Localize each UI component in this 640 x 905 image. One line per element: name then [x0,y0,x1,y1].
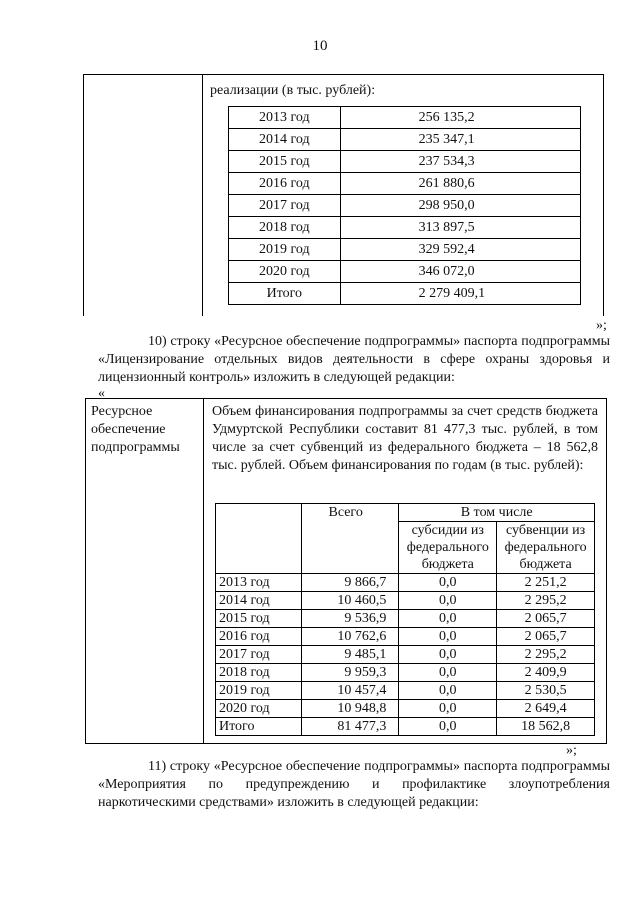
financing-subsidies: 0,0 [399,646,497,664]
financing-subventions: 2 530,5 [497,682,595,700]
financing-subsidies: 0,0 [399,718,497,736]
page-number: 10 [312,38,328,54]
yearly-row [229,195,581,217]
financing-subsidies: 0,0 [399,610,497,628]
yearly-row-year: 2019 год [229,239,341,261]
financing-year: 2020 год [216,700,302,718]
yearly-row-value: 313 897,5 [340,217,580,239]
yearly-row-value: 298 950,0 [340,195,580,217]
financing-year: 2019 год [216,682,302,700]
yearly-row-value: 261 880,6 [340,173,580,195]
yearly-row-year: 2018 год [229,217,341,239]
financing-total: 10 762,6 [301,628,398,646]
financing-subsidies: 0,0 [399,664,497,682]
yearly-row-value: 237 534,3 [340,151,580,173]
financing-subventions: 2 065,7 [497,610,595,628]
financing-subsidies: 0,0 [399,592,497,610]
closing-quote-2: »; [566,743,577,758]
financing-row [216,664,595,682]
financing-year: 2017 год [216,646,302,664]
paragraph-11: 11) строку «Ресурсное обеспечение подпрограммы» паспорта подпрограммы «Мероприятия по предупреждению и профилактике злоупотребления наркотическими средствами» изложить в следующей редакции: [98,759,610,810]
financing-subventions: 2 251,2 [497,574,595,592]
yearly-row-year: 2016 год [229,173,341,195]
financing-subsidies: 0,0 [399,682,497,700]
financing-subventions: 18 562,8 [497,718,595,736]
financing-row [216,574,595,592]
yearly-row-year: 2013 год [229,107,341,129]
header-subventions: субвенции из федерального бюджета [497,522,595,574]
yearly-row-value: 2 279 409,1 [340,283,580,305]
yearly-row-year: 2020 год [229,261,341,283]
financing-row [216,700,595,718]
financing-total: 9 959,3 [301,664,398,682]
financing-year: 2013 год [216,574,302,592]
yearly-row-value: 235 347,1 [340,129,580,151]
yearly-row [229,261,581,283]
yearly-row [229,107,581,129]
financing-year: Итого [216,718,302,736]
financing-total: 81 477,3 [301,718,398,736]
financing-total: 9 536,9 [301,610,398,628]
continuation-heading: реализации (в тыс. рублей): [210,83,376,98]
financing-total: 9 485,1 [301,646,398,664]
yearly-row-year: Итого [229,283,341,305]
yearly-totals-table [228,106,581,305]
financing-row [216,592,595,610]
header-subsidies: субсидии из федерального бюджета [399,522,497,574]
yearly-row [229,129,581,151]
financing-subsidies: 0,0 [399,628,497,646]
yearly-row-value: 329 592,4 [340,239,580,261]
header-total: Всего [301,504,398,574]
yearly-row-value: 256 135,2 [340,107,580,129]
financing-row [216,682,595,700]
financing-header-row [216,504,595,522]
financing-total: 10 948,8 [301,700,398,718]
financing-subventions: 2 295,2 [497,592,595,610]
financing-year: 2015 год [216,610,302,628]
financing-row [216,610,595,628]
closing-quote: »; [596,318,607,333]
yearly-row [229,239,581,261]
financing-subventions: 2 295,2 [497,646,595,664]
resource-label: Ресурсное обеспечение подпрограммы [86,399,204,743]
financing-row [216,646,595,664]
opening-quote: « [98,386,105,401]
financing-table [215,503,595,736]
financing-total: 9 866,7 [301,574,398,592]
financing-subventions: 2 409,9 [497,664,595,682]
header-empty-cell [216,504,302,574]
financing-year: 2016 год [216,628,302,646]
financing-year: 2018 год [216,664,302,682]
continuation-left-cell [84,75,203,316]
resource-description: Объем финансирования подпрограммы за счет средств бюджета Удмуртской Республики составит 81 477,3 тыс. рублей, в том числе за счет субвенций из федерального бюджета – 18 562,8 тыс. рублей. Объем финансирования по годам (в тыс. рублей): [212,404,598,473]
header-including: В том числе [399,504,595,522]
yearly-row-year: 2017 год [229,195,341,217]
yearly-row [229,217,581,239]
financing-row [216,718,595,736]
yearly-row-value: 346 072,0 [340,261,580,283]
yearly-row [229,151,581,173]
yearly-row-year: 2015 год [229,151,341,173]
financing-total: 10 460,5 [301,592,398,610]
yearly-row [229,283,581,305]
financing-total: 10 457,4 [301,682,398,700]
yearly-row-year: 2014 год [229,129,341,151]
paragraph-10: 10) строку «Ресурсное обеспечение подпрограммы» паспорта подпрограммы «Лицензирование отдельных видов деятельности в сфере охраны здоровья и лицензионный контроль» изложить в следующей редакции: [98,334,610,385]
financing-subventions: 2 065,7 [497,628,595,646]
financing-row [216,628,595,646]
financing-subsidies: 0,0 [399,700,497,718]
financing-subventions: 2 649,4 [497,700,595,718]
financing-year: 2014 год [216,592,302,610]
financing-subsidies: 0,0 [399,574,497,592]
yearly-row [229,173,581,195]
